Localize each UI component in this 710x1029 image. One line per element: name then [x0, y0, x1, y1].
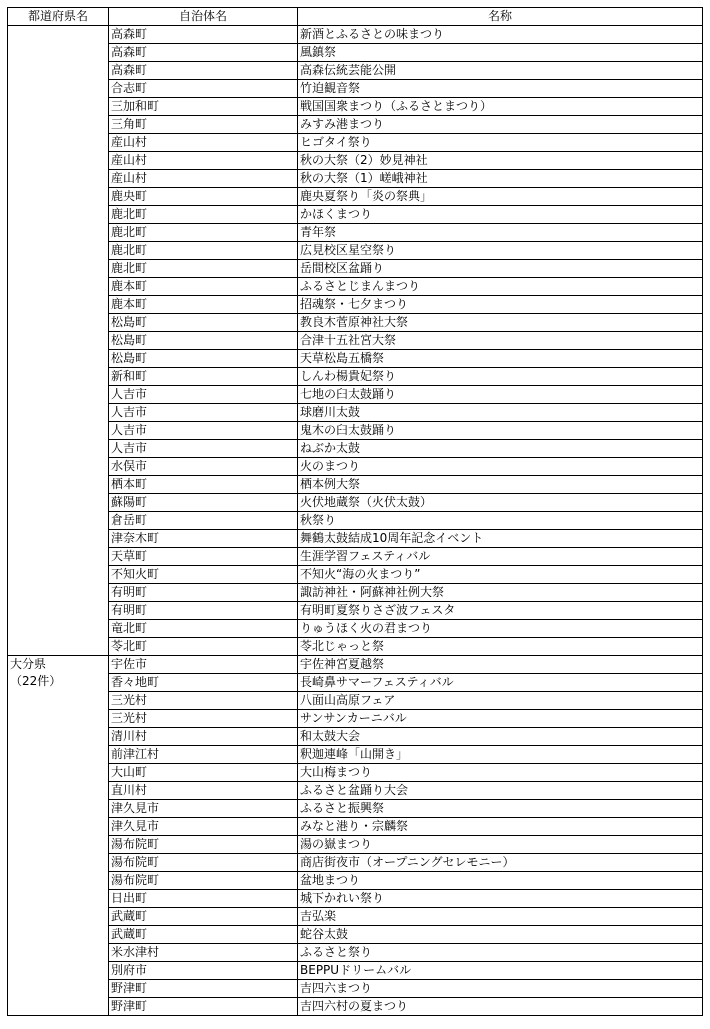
- municipality-cell: 鹿本町: [109, 278, 298, 296]
- header-name: 名称: [298, 8, 703, 26]
- table-row: [8, 134, 703, 152]
- table-row: [8, 944, 703, 962]
- municipality-cell: 湯布院町: [109, 872, 298, 890]
- municipality-cell: 鹿北町: [109, 242, 298, 260]
- table-row: [8, 422, 703, 440]
- table-row: [8, 764, 703, 782]
- table-row: [8, 458, 703, 476]
- table-row: [8, 476, 703, 494]
- table-row: [8, 170, 703, 188]
- event-name-cell: 七地の臼太鼓踊り: [298, 386, 703, 404]
- table-row: [8, 674, 703, 692]
- municipality-cell: 不知火町: [109, 566, 298, 584]
- table-row: [8, 332, 703, 350]
- municipality-cell: 宇佐市: [109, 656, 298, 674]
- event-name-cell: 火のまつり: [298, 458, 703, 476]
- event-name-cell: 釈迦連峰「山開き」: [298, 746, 703, 764]
- municipality-cell: 野津町: [109, 998, 298, 1016]
- table-row: [8, 890, 703, 908]
- table-row: [8, 656, 703, 674]
- table-row: [8, 386, 703, 404]
- prefecture-cell: 大分県 （22件）: [8, 656, 109, 1016]
- table-row: [8, 854, 703, 872]
- event-name-cell: 吉弘楽: [298, 908, 703, 926]
- table-row: [8, 206, 703, 224]
- municipality-cell: 鹿北町: [109, 206, 298, 224]
- event-name-cell: ふるさと振興祭: [298, 800, 703, 818]
- table-row: [8, 728, 703, 746]
- table-row: [8, 296, 703, 314]
- municipality-cell: 武蔵町: [109, 926, 298, 944]
- municipality-cell: 直川村: [109, 782, 298, 800]
- municipality-cell: 人吉市: [109, 440, 298, 458]
- municipality-cell: 武蔵町: [109, 908, 298, 926]
- table-row: [8, 980, 703, 998]
- event-name-cell: 教良木菅原神社大祭: [298, 314, 703, 332]
- table-row: [8, 566, 703, 584]
- table-row: [8, 638, 703, 656]
- municipality-cell: 三加和町: [109, 98, 298, 116]
- table-row: [8, 548, 703, 566]
- table-row: [8, 98, 703, 116]
- municipality-cell: 前津江村: [109, 746, 298, 764]
- event-name-cell: 岳間校区盆踊り: [298, 260, 703, 278]
- event-name-cell: しんわ楊貴妃祭り: [298, 368, 703, 386]
- table-row: [8, 404, 703, 422]
- municipality-cell: 蘇陽町: [109, 494, 298, 512]
- municipality-cell: 三光村: [109, 710, 298, 728]
- table-row: [8, 836, 703, 854]
- municipality-cell: 高森町: [109, 62, 298, 80]
- municipality-cell: 人吉市: [109, 404, 298, 422]
- event-name-cell: 和太鼓大会: [298, 728, 703, 746]
- table-row: [8, 800, 703, 818]
- event-name-cell: ふるさと祭り: [298, 944, 703, 962]
- event-name-cell: 吉四六村の夏まつり: [298, 998, 703, 1016]
- table-row: [8, 116, 703, 134]
- event-name-cell: ふるさとじまんまつり: [298, 278, 703, 296]
- municipality-cell: 別府市: [109, 962, 298, 980]
- event-name-cell: 鹿央夏祭り「炎の祭典」: [298, 188, 703, 206]
- event-name-cell: 宇佐神宮夏越祭: [298, 656, 703, 674]
- event-name-cell: ヒゴタイ祭り: [298, 134, 703, 152]
- table-row: [8, 908, 703, 926]
- table-row: [8, 260, 703, 278]
- event-name-cell: 招魂祭・七夕まつり: [298, 296, 703, 314]
- municipality-cell: 竜北町: [109, 620, 298, 638]
- event-name-cell: ねぶか太鼓: [298, 440, 703, 458]
- municipality-cell: 産山村: [109, 170, 298, 188]
- table-row: [8, 818, 703, 836]
- table-row: [8, 26, 703, 44]
- event-name-cell: 城下かれい祭り: [298, 890, 703, 908]
- municipality-cell: 津久見市: [109, 800, 298, 818]
- municipality-cell: 松島町: [109, 350, 298, 368]
- table-row: [8, 746, 703, 764]
- header-municipality: 自治体名: [109, 8, 298, 26]
- table-row: [8, 440, 703, 458]
- municipality-cell: 大山町: [109, 764, 298, 782]
- header-row: [8, 8, 703, 26]
- municipality-cell: 津久見市: [109, 818, 298, 836]
- municipality-cell: 新和町: [109, 368, 298, 386]
- municipality-cell: 高森町: [109, 44, 298, 62]
- event-name-cell: 天草松島五橋祭: [298, 350, 703, 368]
- municipality-cell: 産山村: [109, 134, 298, 152]
- table-row: [8, 926, 703, 944]
- municipality-cell: 鹿央町: [109, 188, 298, 206]
- municipality-cell: 鹿本町: [109, 296, 298, 314]
- municipality-cell: 三光村: [109, 692, 298, 710]
- event-name-cell: 八面山高原フェア: [298, 692, 703, 710]
- municipality-cell: 米水津村: [109, 944, 298, 962]
- event-name-cell: 秋の大祭（2）妙見神社: [298, 152, 703, 170]
- municipality-cell: 産山村: [109, 152, 298, 170]
- event-name-cell: みなと港り・宗麟祭: [298, 818, 703, 836]
- municipality-cell: 苓北町: [109, 638, 298, 656]
- table-row: [8, 962, 703, 980]
- event-name-cell: 秋の大祭（1）嵯峨神社: [298, 170, 703, 188]
- event-name-cell: 新酒とふるさとの味まつり: [298, 26, 703, 44]
- event-name-cell: 長崎鼻サマーフェスティバル: [298, 674, 703, 692]
- event-name-cell: 竹迫観音祭: [298, 80, 703, 98]
- municipality-cell: 湯布院町: [109, 854, 298, 872]
- municipality-cell: 人吉市: [109, 386, 298, 404]
- table-row: [8, 278, 703, 296]
- event-name-cell: 高森伝統芸能公開: [298, 62, 703, 80]
- event-name-cell: 鬼木の臼太鼓踊り: [298, 422, 703, 440]
- municipality-cell: 倉岳町: [109, 512, 298, 530]
- table-row: [8, 530, 703, 548]
- event-name-cell: 青年祭: [298, 224, 703, 242]
- municipality-cell: 三角町: [109, 116, 298, 134]
- table-row: [8, 188, 703, 206]
- table-row: [8, 512, 703, 530]
- municipality-cell: 松島町: [109, 332, 298, 350]
- prefecture-cell: [8, 26, 109, 656]
- table-body: [8, 26, 703, 1016]
- municipality-cell: 松島町: [109, 314, 298, 332]
- table-row: [8, 998, 703, 1016]
- event-name-cell: 栖本例大祭: [298, 476, 703, 494]
- event-name-cell: 有明町夏祭りさざ波フェスタ: [298, 602, 703, 620]
- table-row: [8, 620, 703, 638]
- event-name-cell: 苓北じゃっと祭: [298, 638, 703, 656]
- event-name-cell: サンサンカーニバル: [298, 710, 703, 728]
- municipality-cell: 湯布院町: [109, 836, 298, 854]
- municipality-cell: 天草町: [109, 548, 298, 566]
- event-name-cell: 舞鶴太鼓結成10周年記念イベント: [298, 530, 703, 548]
- municipality-cell: 津奈木町: [109, 530, 298, 548]
- event-name-cell: 秋祭り: [298, 512, 703, 530]
- event-name-cell: BEPPUドリームバル: [298, 962, 703, 980]
- municipality-cell: 鹿北町: [109, 260, 298, 278]
- event-name-cell: りゅうほく火の君まつり: [298, 620, 703, 638]
- event-name-cell: 盆地まつり: [298, 872, 703, 890]
- event-name-cell: 風鎮祭: [298, 44, 703, 62]
- table-row: [8, 242, 703, 260]
- table-row: [8, 314, 703, 332]
- events-table: [7, 7, 703, 1016]
- table-row: [8, 350, 703, 368]
- event-name-cell: 戦国国衆まつり（ふるさとまつり）: [298, 98, 703, 116]
- event-name-cell: 球磨川太鼓: [298, 404, 703, 422]
- table-row: [8, 80, 703, 98]
- municipality-cell: 有明町: [109, 584, 298, 602]
- table-row: [8, 62, 703, 80]
- event-name-cell: 広見校区星空祭り: [298, 242, 703, 260]
- event-name-cell: 生涯学習フェスティバル: [298, 548, 703, 566]
- event-name-cell: 不知火“海の火まつり”: [298, 566, 703, 584]
- table-row: [8, 602, 703, 620]
- table-row: [8, 224, 703, 242]
- municipality-cell: 人吉市: [109, 422, 298, 440]
- event-name-cell: 吉四六まつり: [298, 980, 703, 998]
- event-name-cell: 諏訪神社・阿蘇神社例大祭: [298, 584, 703, 602]
- municipality-cell: 合志町: [109, 80, 298, 98]
- municipality-cell: 鹿北町: [109, 224, 298, 242]
- table-row: [8, 368, 703, 386]
- event-name-cell: 湯の嶽まつり: [298, 836, 703, 854]
- municipality-cell: 高森町: [109, 26, 298, 44]
- event-name-cell: みすみ港まつり: [298, 116, 703, 134]
- event-name-cell: 大山梅まつり: [298, 764, 703, 782]
- municipality-cell: 日出町: [109, 890, 298, 908]
- municipality-cell: 有明町: [109, 602, 298, 620]
- event-name-cell: 火伏地蔵祭（火伏太鼓）: [298, 494, 703, 512]
- event-name-cell: ふるさと盆踊り大会: [298, 782, 703, 800]
- municipality-cell: 清川村: [109, 728, 298, 746]
- table-row: [8, 710, 703, 728]
- event-name-cell: かほくまつり: [298, 206, 703, 224]
- table-row: [8, 584, 703, 602]
- municipality-cell: 野津町: [109, 980, 298, 998]
- event-name-cell: 蛇谷太鼓: [298, 926, 703, 944]
- table-row: [8, 872, 703, 890]
- municipality-cell: 栖本町: [109, 476, 298, 494]
- municipality-cell: 香々地町: [109, 674, 298, 692]
- table-row: [8, 152, 703, 170]
- event-name-cell: 合津十五社宮大祭: [298, 332, 703, 350]
- table-row: [8, 44, 703, 62]
- table-row: [8, 494, 703, 512]
- table-row: [8, 692, 703, 710]
- header-prefecture: 都道府県名: [8, 8, 109, 26]
- municipality-cell: 水俣市: [109, 458, 298, 476]
- event-name-cell: 商店街夜市（オープニングセレモニー）: [298, 854, 703, 872]
- table-row: [8, 782, 703, 800]
